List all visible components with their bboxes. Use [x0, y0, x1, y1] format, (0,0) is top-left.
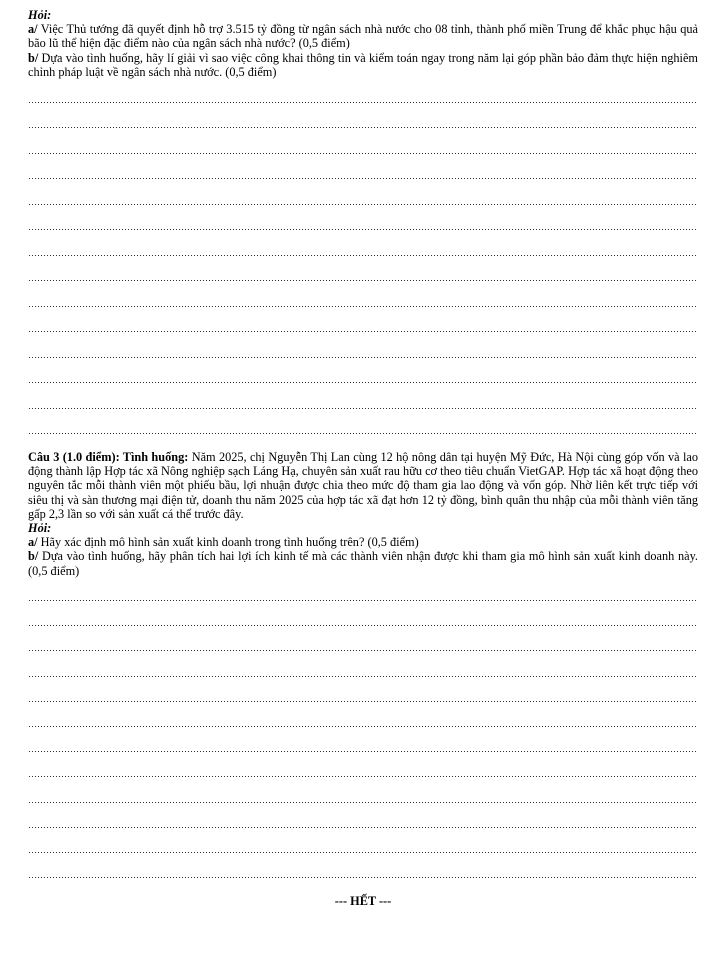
q3b-label: b/: [28, 549, 39, 564]
answer-line[interactable]: [28, 83, 698, 109]
hoi-label: Hỏi:: [28, 521, 52, 536]
answer-line[interactable]: [28, 389, 698, 415]
answer-line[interactable]: [28, 708, 698, 733]
answer-line[interactable]: [28, 364, 698, 390]
answer-line[interactable]: [28, 783, 698, 808]
answer-line[interactable]: [28, 338, 698, 364]
answer-line[interactable]: [28, 733, 698, 758]
q2a-label: a/: [28, 22, 38, 37]
answer-line[interactable]: [28, 109, 698, 135]
end-marker: --- HẾT ---: [334, 894, 392, 909]
answer-line[interactable]: [28, 185, 698, 211]
exam-page: [28, 8, 698, 908]
q3a-text: Hãy xác định mô hình sản xuất kinh doanh trong tình huống trên? (0,5 điểm): [37, 535, 419, 550]
hoi-label: Hỏi:: [28, 8, 52, 22]
question-2a: [28, 22, 698, 50]
q3-scenario-text: Năm 2025, chị Nguyễn Thị Lan cùng 12 hộ nông dân tại huyện Mỹ Đức, Hà Nội cùng góp vốn và lao động thành lập Hợp tác xã Nông nghiệp sạch Láng Hạ, chuyên sản xuất rau hữu cơ theo tiêu chuẩn VietGAP. Hợp tác xã hoạt động theo nguyên tắc mỗi thành viên một phiếu bầu, lợi nhuận được chia theo mức độ tham gia lao động và vốn góp. Nhờ liên kết trực tiếp với siêu thị và sàn thương mại điện tử, doanh thu năm 2025 của hợp tác xã đạt hơn 12 tỷ đồng, bình quân thu nhập của mỗi thành viên tăng gấp 2,3 lần so với sản xuất cá thể trước đây.: [28, 450, 699, 521]
answer-line[interactable]: [28, 657, 698, 682]
answer-line[interactable]: [28, 758, 698, 783]
q2b-label: b/: [28, 50, 39, 65]
answer-line[interactable]: [28, 211, 698, 237]
answer-line[interactable]: [28, 683, 698, 708]
question-3b: [28, 549, 698, 577]
question-3a: [28, 535, 698, 549]
answer-line[interactable]: [28, 582, 698, 607]
question-2b: [28, 51, 698, 79]
answer-line[interactable]: [28, 834, 698, 859]
q2a-text: Việc Thủ tướng đã quyết định hỗ trợ 3.515 tỷ đồng từ ngân sách nhà nước cho 08 tỉnh, thành phố miền Trung để khắc phục hậu quả bão lũ thể hiện đặc điểm nào của ngân sách nhà nước? (0,5 điểm): [28, 22, 698, 51]
answer-lines-q2: [28, 83, 698, 440]
answer-line[interactable]: [28, 134, 698, 160]
q2b-text: Dựa vào tình huống, hãy lí giải vì sao việc công khai thông tin và kiểm toán ngay trong năm lại góp phần bảo đảm thực hiện nghiêm chỉnh pháp luật về ngân sách nhà nước. (0,5 điểm): [28, 50, 698, 79]
answer-line[interactable]: [28, 859, 698, 884]
answer-line[interactable]: [28, 313, 698, 339]
answer-line[interactable]: [28, 607, 698, 632]
answer-line[interactable]: [28, 632, 698, 657]
q3a-label: a/: [28, 535, 38, 550]
answer-lines-q3: [28, 582, 698, 884]
answer-line[interactable]: [28, 236, 698, 262]
answer-line[interactable]: [28, 262, 698, 288]
answer-line[interactable]: [28, 160, 698, 186]
answer-line[interactable]: [28, 415, 698, 441]
q3b-text: Dựa vào tình huống, hãy phân tích hai lợi ích kinh tế mà các thành viên nhận được khi tham gia mô hình sản xuất kinh doanh này. (0,5 điểm): [28, 549, 698, 578]
question-3-scenario: [28, 450, 698, 521]
answer-line[interactable]: [28, 809, 698, 834]
answer-line[interactable]: [28, 287, 698, 313]
q3-title: Câu 3 (1.0 điểm): Tình huống:: [28, 450, 189, 465]
